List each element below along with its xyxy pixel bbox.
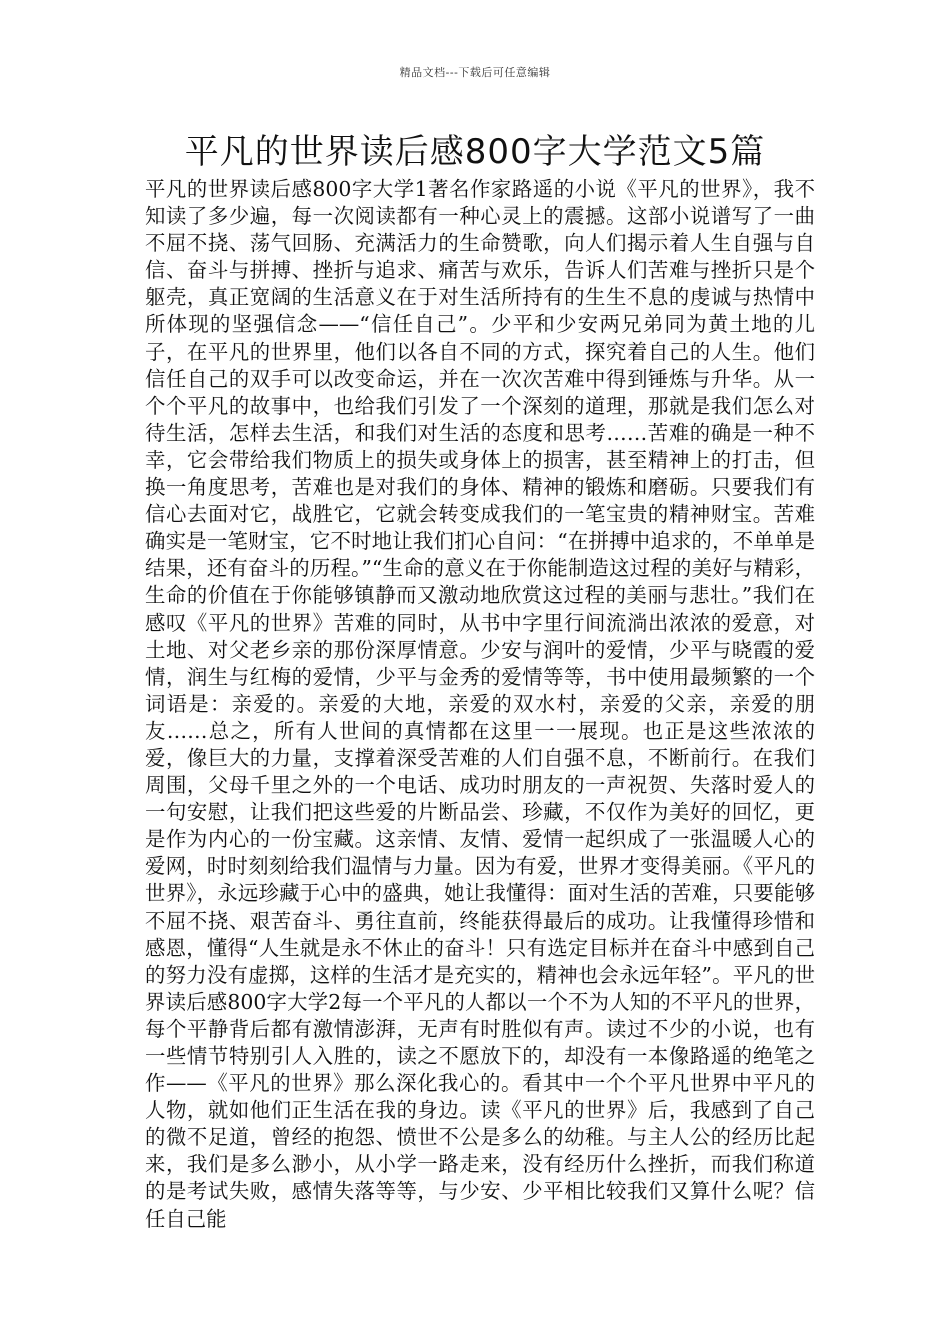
header-note: 精品文档---下载后可任意编辑 (399, 66, 551, 79)
body-paragraph: 平凡的世界读后感800字大学1著名作家路遥的小说《平凡的世界》，我不知读了多少遍，每一次阅读都有一种心灵上的震撼。这部小说谱写了一曲不屈不挠、荡气回肠、充满活力的生命赞歌，向人们揭示着人生自强与自信、奋斗与拼搏、挫折与追求、痛苦与欢乐，告诉人们苦难与挫折只是个躯壳，真正宽阔的生活意义在于对生活所持有的生生不息的虔诚与热情中所体现的坚强信念——“信任自己”。少平和少安两兄弟同为黄土地的儿子，在平凡的世界里，他们以各自不同的方式，探究着自己的人生。他们信任自己的双手可以改变命运，并在一次次苦难中得到锤炼与升华。从一个个平凡的故事中，也给我们引发了一个深刻的道理，那就是我们怎么对待生活，怎样去生活，和我们对生活的态度和思考……苦难的确是一种不幸，它会带给我们物质上的损失或身体上的损害，甚至精神上的打击，但换一角度思考，苦难也是对我们的身体、精神的锻炼和磨砺。只要我们有信心去面对它，战胜它，它就会转变成我们的一笔宝贵的精神财宝。苦难确实是一笔财宝，它不时地让我们扪心自问：“在拼搏中追求的，不单单是结果，还有奋斗的历程。”“生命的意义在于你能制造这过程的美好与精彩，生命的价值在于你能够镇静而又激动地欣赏这过程的美丽与悲壮。”我们在感叹《平凡的世界》苦难的同时，从书中字里行间流淌出浓浓的爱意，对土地、对父老乡亲的那份深厚情意。少安与润叶的爱情，少平与晓霞的爱情，润生与红梅的爱情，少平与金秀的爱情等等，书中使用最频繁的一个词语是：亲爱的。亲爱的大地，亲爱的双水村，亲爱的父亲，亲爱的朋友……总之，所有人世间的真情都在这里一一展现。也正是这些浓浓的爱，像巨大的力量，支撑着深受苦难的人们自强不息，不断前行。在我们周围，父母千里之外的一个电话、成功时朋友的一声祝贺、失落时爱人的一句安慰，让我们把这些爱的片断品尝、珍藏，不仅作为美好的回忆，更是作为内心的一份宝藏。这亲情、友情、爱情一起织成了一张温暖人心的爱网，时时刻刻给我们温情与力量。因为有爱，世界才变得美丽。《平凡的世界》，永远珍藏于心中的盛典，她让我懂得：面对生活的苦难，只要能够不屈不挠、艰苦奋斗、勇往直前，终能获得最后的成功。让我懂得珍惜和感恩，懂得“人生就是永不休止的奋斗！只有选定目标并在奋斗中感到自己的努力没有虚掷，这样的生活才是充实的，精神也会永远年轻”。平凡的世界读后感800字大学2每一个平凡的人都以一个不为人知的不平凡的世界，每个平静背后都有激情澎湃，无声有时胜似有声。读过不少的小说，也有一些情节特别引人入胜的，读之不愿放下的，却没有一本像路遥的绝笔之作——《平凡的世界》那么深化我心的。看其中一个个平凡世界中平凡的人物，就如他们正生活在我的身边。读《平凡的世界》后，我感到了自己的微不足道，曾经的抱怨、愤世不公是多么的幼稚。与主人公的经历比起来，我们是多么渺小，从小学一路走来，没有经历什么挫折，而我们称道的是考试失败，感情失落等等，与少安、少平相比较我们又算什么呢？信任自己能 (145, 177, 815, 1231)
page-title: 平凡的世界读后感800字大学范文5篇 (184, 132, 766, 172)
